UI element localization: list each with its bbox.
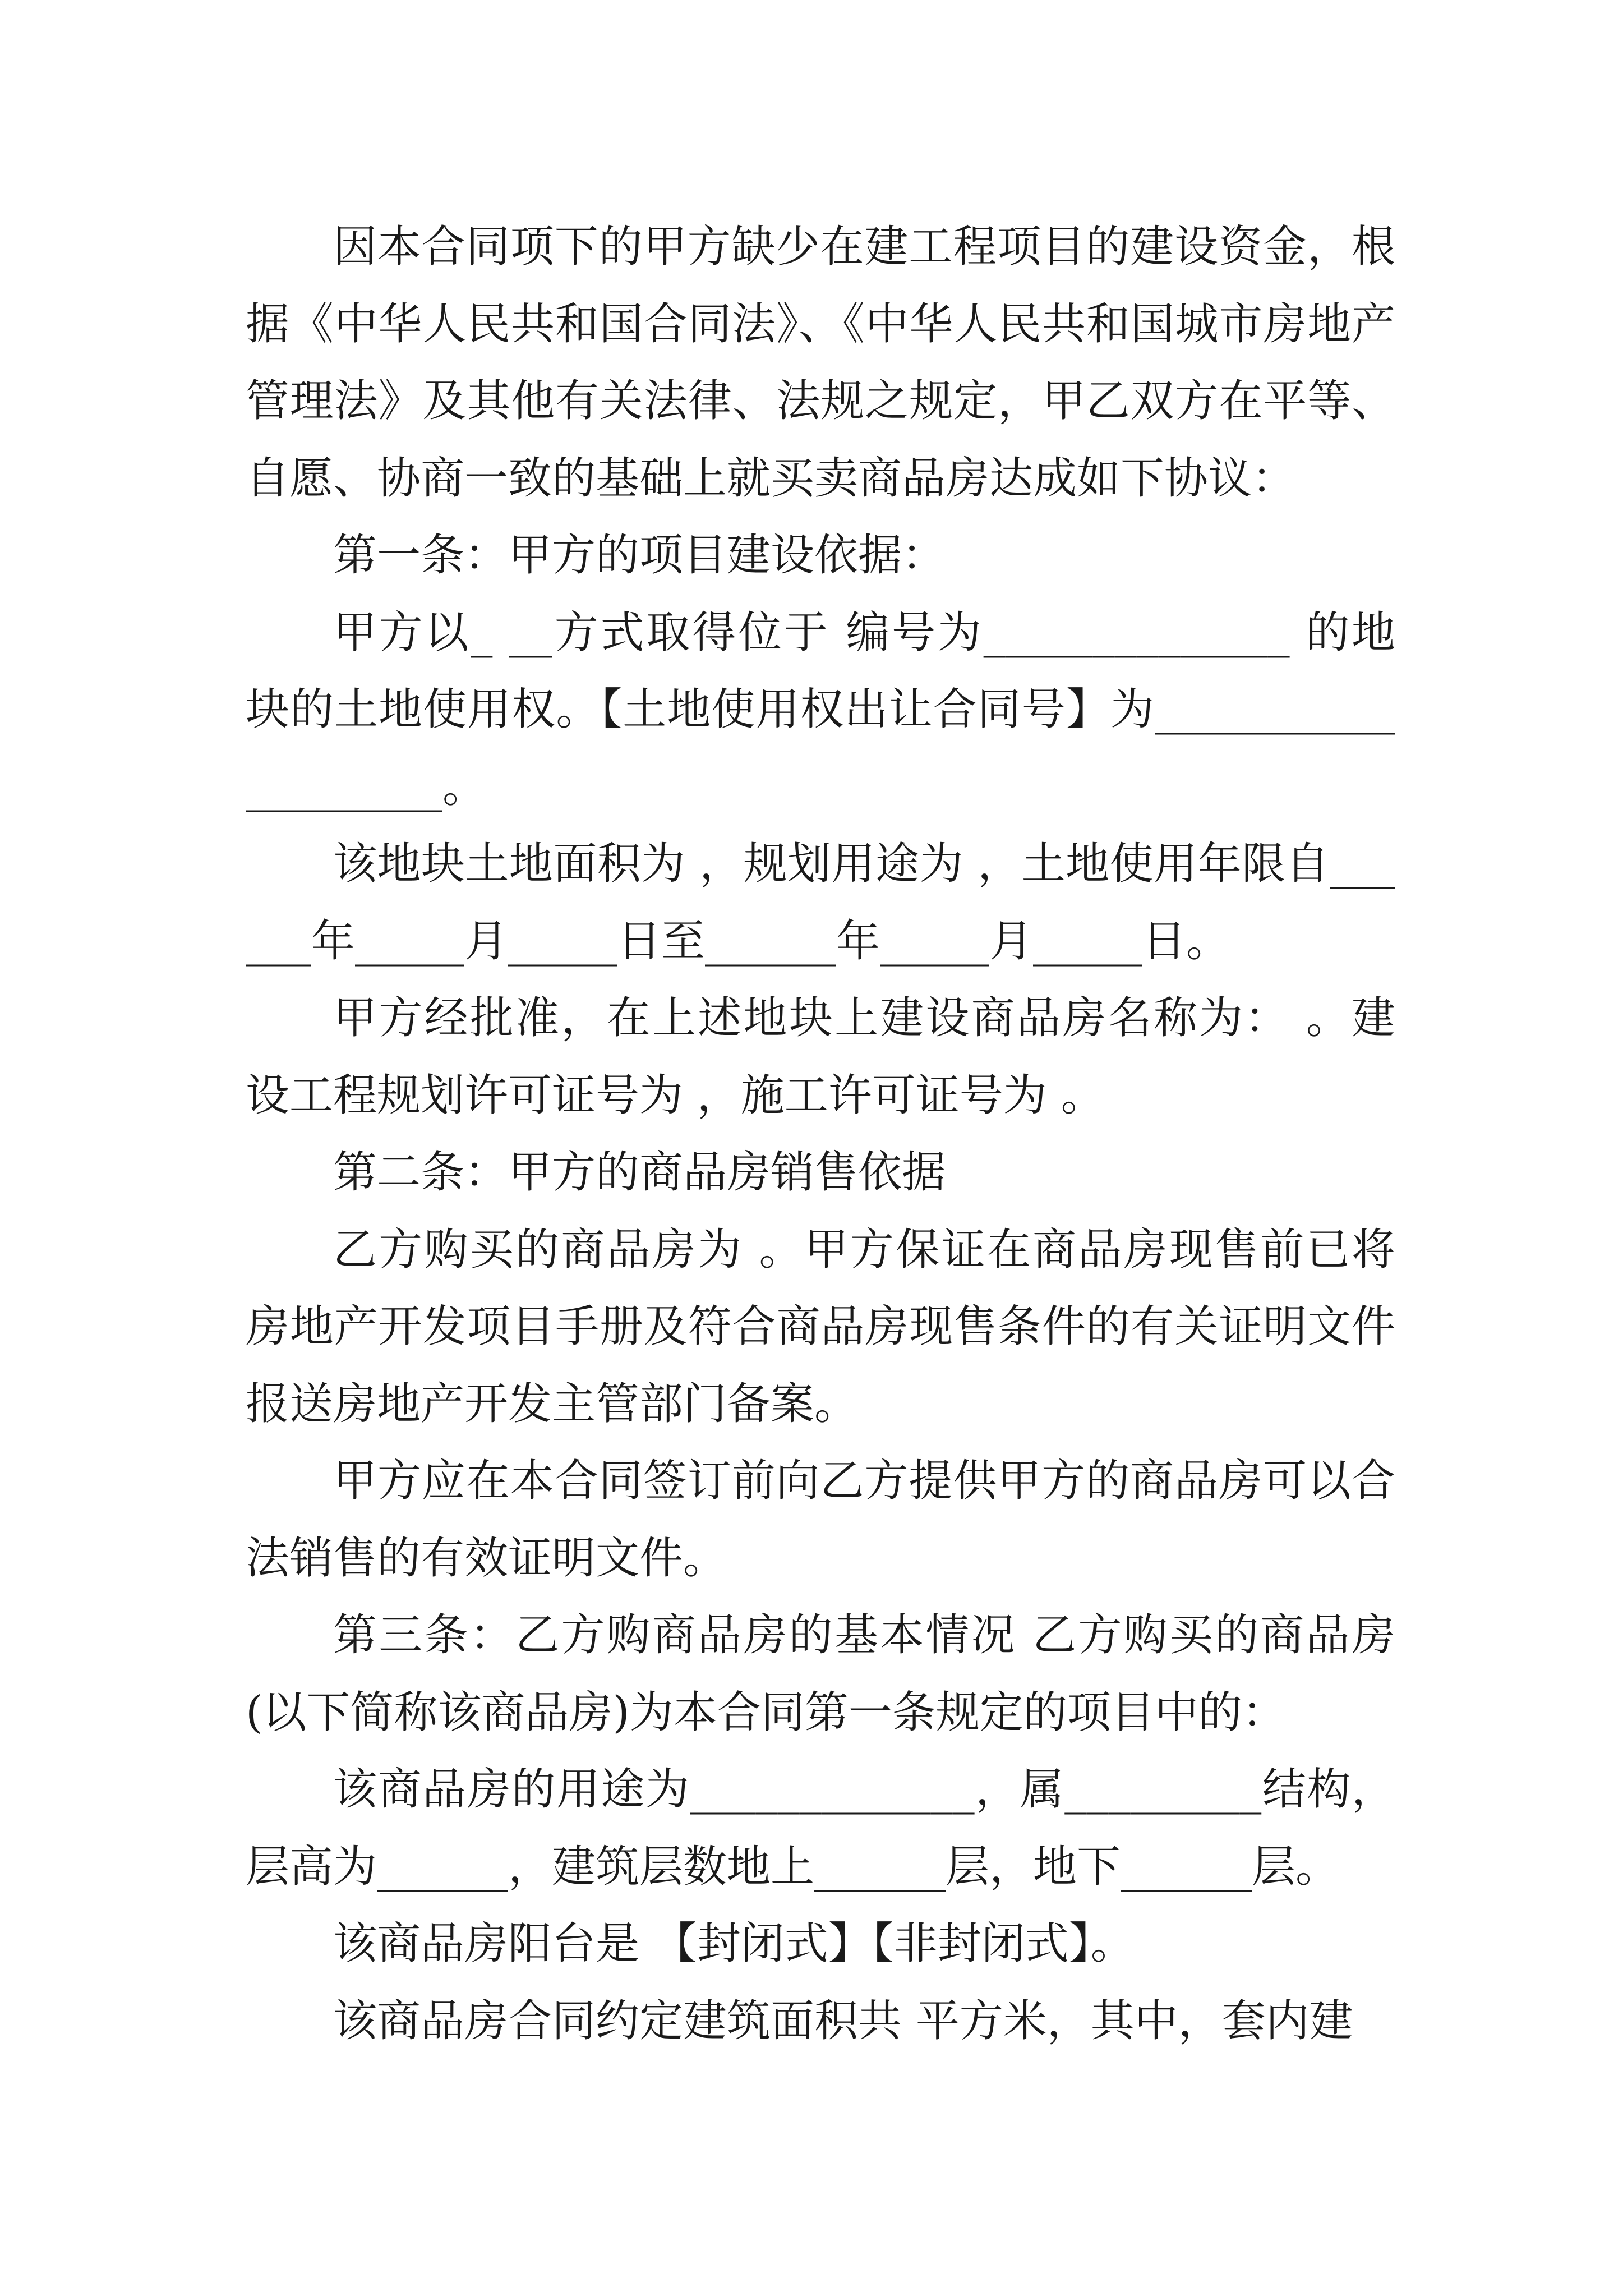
preamble-paragraph: 因本合同项下的甲方缺少在建工程项目的建设资金，根据《中华人民共和国合同法》、《中华人民共和国城市房地产管理法》及其他有关法律、法规之规定，甲乙双方在平等、自愿、协商一致的基础上就买卖商品房达成如下协议：: [246, 222, 1395, 504]
balcony-paragraph: 该商品房阳台是 【封闭式】【非封闭式】。: [333, 1918, 1135, 1969]
sale-basis-paragraph: 乙方购买的商品房为 。甲方保证在商品房现售前已将房地产开发项目手册及符合商品房现售条件的有关证明文件报送房地产开发主管部门备案。: [246, 1224, 1395, 1429]
usage-structure-paragraph: 该商品房的用途为_____________，属_________结构，层高为______，建筑层数地上______层，地下______层。: [246, 1764, 1395, 1892]
article-2-heading: 第二条：甲方的商品房销售依据: [333, 1147, 946, 1198]
article-3-heading-paragraph: 第三条：乙方购商品房的基本情况 乙方购买的商品房(以下简称该商品房)为本合同第一条规定的项目中的：: [246, 1610, 1395, 1738]
project-approval-paragraph: 甲方经批准，在上述地块上建设商品房名称为： 。建设工程规划许可证号为 ，施工许可证号为 。: [246, 993, 1395, 1121]
land-acquisition-paragraph: 甲方以_ __方式取得位于 编号为______________ 的地块的土地使用权。【土地使用权出让合同号】为____________________。: [246, 607, 1395, 812]
contract-body: [246, 209, 1395, 2060]
land-area-paragraph: 该地块土地面积为 ，规划用途为 ，土地使用年限自______年_____月_____日至______年_____月_____日。: [246, 839, 1395, 967]
legal-sale-proof-paragraph: 甲方应在本合同签订前向乙方提供甲方的商品房可以合法销售的有效证明文件。: [246, 1456, 1395, 1584]
area-paragraph: 该商品房合同约定建筑面积共 平方米，其中，套内建: [333, 1995, 1353, 2046]
article-1-heading: 第一条：甲方的项目建设依据：: [333, 530, 946, 581]
